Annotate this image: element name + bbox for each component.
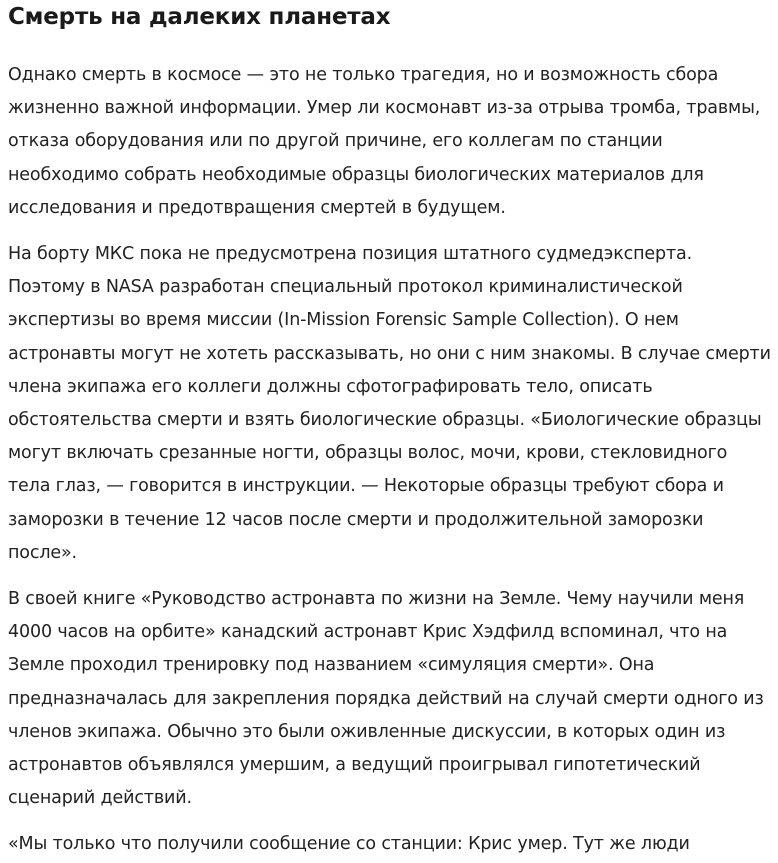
paragraph-1: Однако смерть в космосе — это не только трагедия, но и возможность сбора жизненно важной информации. Умер ли космонавт из-за отрыва тромба, травмы, отказа оборудования или по другой причине, его коллегам по станции необходимо собрать необходимые образцы биологических материалов для исследования и предотвращения смертей в будущем. xyxy=(8,65,761,218)
paragraph-3: В своей книге «Руководство астронавта по жизни на Земле. Чему научили меня 4000 часов на орбите» канадский астронавт Крис Хэдфилд вспоминал, что на Земле проходил тренировку под названием «симуляция смерти». Она предназначалась для закрепления порядка действий на случай смерти одного из членов экипажа. Обычно это были оживленные дискуссии, в которых один из астронавтов объявлялся умершим, а ведущий проигрывал гипотетический сценарий действий. xyxy=(8,589,764,809)
paragraph-2: На борту МКС пока не предусмотрена позиция штатного судмедэксперта. Поэтому в NASA разработан специальный протокол криминалистической экспертизы во время миссии (In-Mission Forensic Sample Collection). О нем астронавты могут не хотеть рассказывать, но они с ним знакомы. В случае смерти члена экипажа его коллеги должны сфотографировать тело, описать обстоятельства смерти и взять биологические образцы. «Биологические образцы могут включать срезанные ногти, образцы волос, мочи, крови, стекловидного тела глаз, — говорится в инструкции. — Некоторые образцы требуют сбора и заморозки в течение 12 часов после смерти и продолжительной заморозки после». xyxy=(8,244,771,563)
paragraph-4: «Мы только что получили сообщение со станции: Крис умер. Тут же люди xyxy=(8,834,690,855)
article-body xyxy=(8,0,773,862)
section-heading: Смерть на далеких планетах xyxy=(8,4,391,30)
